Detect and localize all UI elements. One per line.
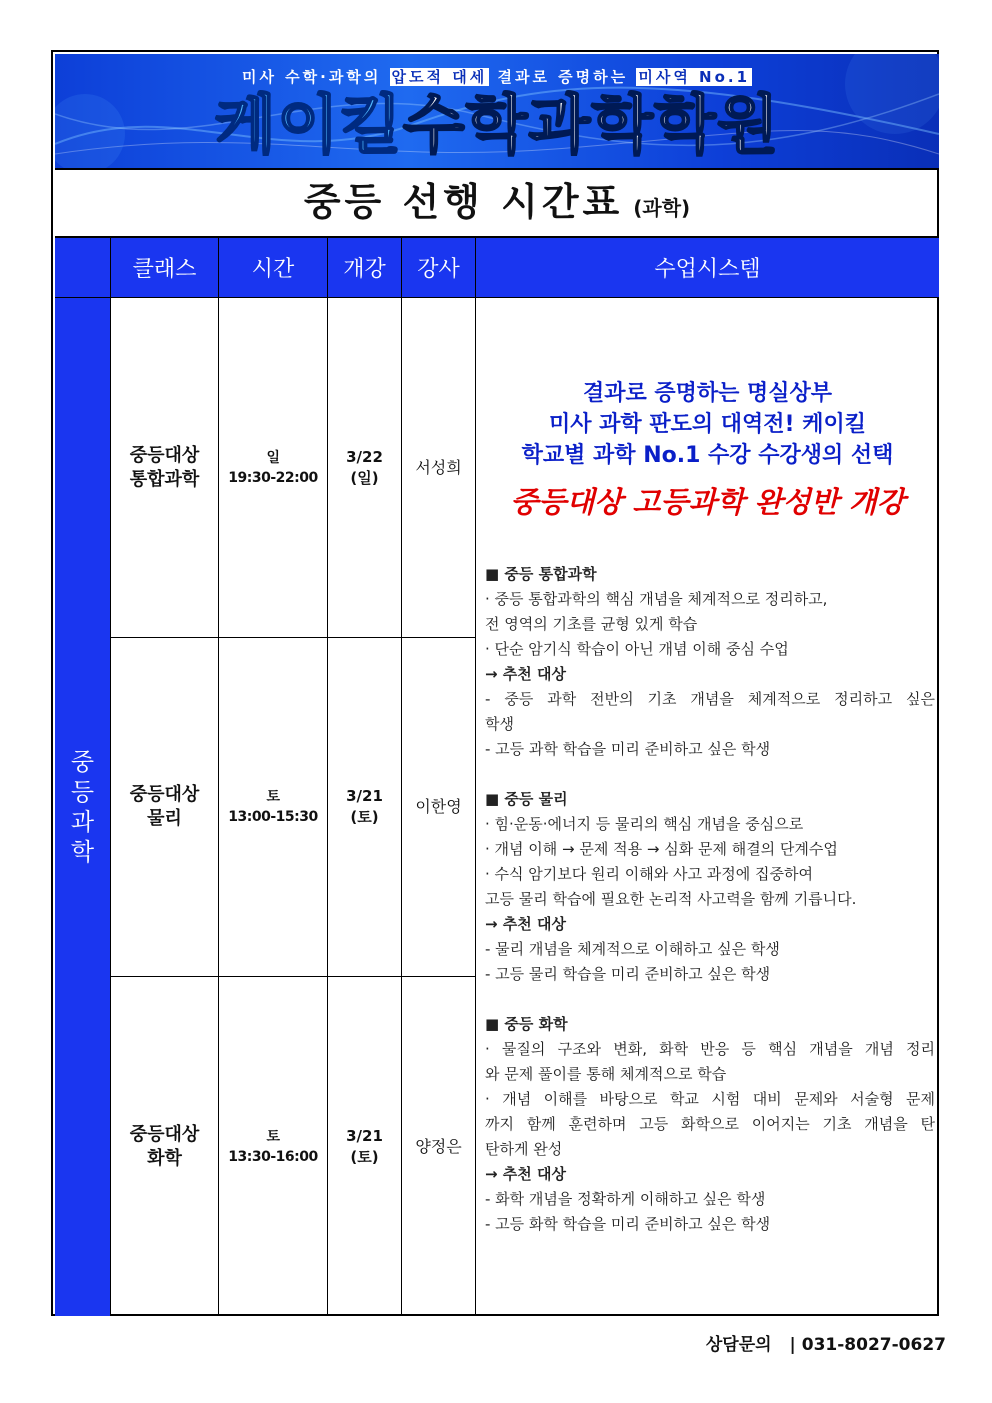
- contact-phone: 031-8027-0627: [801, 1335, 946, 1355]
- start-weekday: (토): [350, 808, 379, 826]
- recommend-line: 학생: [485, 715, 514, 733]
- brand-name-part2: 수학과학학원: [402, 89, 780, 163]
- table-row-teacher: 서성희: [402, 298, 476, 638]
- class-target: 중등대상: [129, 1123, 200, 1145]
- header-teacher: 강사: [402, 238, 476, 298]
- desc-line: 탄하게 완성: [485, 1140, 563, 1158]
- table-row-start: [328, 298, 402, 638]
- section-heading-physics: ■ 중등 물리: [485, 790, 568, 808]
- course-system-panel: [476, 298, 939, 1316]
- section-label: [55, 298, 111, 1316]
- slogan-line: 결과로 증명하는 명실상부: [582, 381, 833, 406]
- brand-name-part1: 케이킬: [214, 89, 403, 163]
- course-descriptions: [485, 562, 935, 1237]
- tagline-highlight-dominance: 압도적 대세: [391, 68, 488, 86]
- tagline-highlight-rank: 미사역 No.1: [638, 68, 751, 86]
- table-row-time: [219, 298, 328, 638]
- recommend-line: - 고등 물리 학습을 미리 준비하고 싶은 학생: [485, 965, 771, 983]
- class-hours: 13:30-16:00: [228, 1148, 318, 1165]
- spacer: [485, 762, 935, 787]
- class-subject: 화학: [147, 1147, 182, 1169]
- start-date: 3/21: [346, 787, 383, 805]
- header-class: 클래스: [111, 238, 219, 298]
- page-title-main: 중등 선행 시간표: [303, 180, 624, 224]
- class-subject: 물리: [147, 808, 182, 829]
- class-hours: 19:30-22:00: [228, 469, 318, 486]
- header-start: 개강: [328, 238, 402, 298]
- recommend-line: - 화학 개념을 정확하게 이해하고 싶은 학생: [485, 1190, 766, 1208]
- slogan-line: 미사 과학 판도의 대역전! 케이킬: [549, 412, 866, 437]
- table-row-class: [111, 977, 219, 1316]
- contact-label: 상담문의: [705, 1335, 772, 1355]
- header-system: 수업시스템: [476, 238, 939, 298]
- class-hours: 13:00-15:30: [228, 809, 318, 825]
- class-day: 토: [266, 789, 280, 805]
- page-title: [55, 168, 939, 238]
- recommend-line: - 물리 개념을 체계적으로 이해하고 싶은 학생: [485, 940, 780, 958]
- desc-line: · 물질의 구조와 변화, 화학 반응 등 핵심 개념을 개념 정리: [485, 1040, 935, 1058]
- recommend-heading: → 추천 대상: [485, 665, 566, 683]
- desc-line: 까지 함께 훈련하며 고등 화학으로 이어지는 기초 개념을 탄: [485, 1115, 935, 1133]
- class-subject: 통합과학: [129, 468, 200, 490]
- table-row-time: [219, 977, 328, 1316]
- class-day: 일: [266, 449, 280, 466]
- table-row-start: [328, 638, 402, 977]
- start-date: 3/21: [346, 1126, 383, 1145]
- contact-info: [700, 1330, 946, 1355]
- tagline-middle: 결과로 증명하는: [497, 68, 629, 86]
- table-row-class: [111, 298, 219, 638]
- recommend-line: - 중등 과학 전반의 기초 개념을 체계적으로 정리하고 싶은: [485, 690, 935, 708]
- table-row-teacher: 이한영: [402, 638, 476, 977]
- timetable-frame: [51, 50, 939, 1316]
- desc-line: · 수식 암기보다 원리 이해와 사고 과정에 집중하여: [485, 865, 813, 883]
- header-time: 시간: [219, 238, 328, 298]
- spacer: [485, 987, 935, 1012]
- slogan-line: 학교별 과학 No.1 수강 수강생의 선택: [521, 443, 894, 468]
- start-weekday: (토): [350, 1147, 379, 1166]
- promo-headline: 중등대상 고등과학 완성반 개강: [510, 485, 905, 519]
- header-blank-cell: [55, 238, 111, 298]
- class-target: 중등대상: [129, 784, 200, 805]
- section-heading-integrated: ■ 중등 통합과학: [485, 565, 597, 583]
- table-row-class: [111, 638, 219, 977]
- desc-line: 고등 물리 학습에 필요한 논리적 사고력을 함께 기릅니다.: [485, 890, 857, 908]
- desc-line: 와 문제 풀이를 통해 체계적으로 학습: [485, 1065, 727, 1083]
- promo-slogan: [476, 378, 939, 471]
- start-date: 3/22: [346, 447, 383, 466]
- page-title-subject: (과학): [633, 196, 691, 220]
- start-weekday: (일): [350, 468, 379, 487]
- desc-line: 전 영역의 기초를 균형 있게 학습: [485, 615, 698, 633]
- recommend-line: - 고등 과학 학습을 미리 준비하고 싶은 학생: [485, 740, 771, 758]
- class-target: 중등대상: [129, 444, 200, 466]
- tagline-prefix: 미사 수학·과학의: [241, 68, 382, 86]
- recommend-line: - 고등 화학 학습을 미리 준비하고 싶은 학생: [485, 1215, 771, 1233]
- class-day: 토: [266, 1128, 280, 1145]
- desc-line: · 개념 이해를 바탕으로 학교 시험 대비 문제와 서술형 문제: [485, 1090, 935, 1108]
- academy-banner: [55, 54, 939, 168]
- desc-line: · 개념 이해 → 문제 적용 → 심화 문제 해결의 단계수업: [485, 840, 838, 858]
- recommend-heading: → 추천 대상: [485, 915, 566, 933]
- desc-line: · 단순 암기식 학습이 아닌 개념 이해 중심 수업: [485, 640, 789, 658]
- academy-logo: [55, 86, 939, 166]
- desc-line: · 힘·운동·에너지 등 물리의 핵심 개념을 중심으로: [485, 815, 804, 833]
- table-row-teacher: 양정은: [402, 977, 476, 1316]
- banner-tagline: [55, 66, 939, 87]
- table-row-time: [219, 638, 328, 977]
- section-label-text: 중등과학: [70, 748, 95, 866]
- table-row-start: [328, 977, 402, 1316]
- contact-separator: |: [789, 1335, 796, 1355]
- recommend-heading: → 추천 대상: [485, 1165, 566, 1183]
- section-heading-chemistry: ■ 중등 화학: [485, 1015, 568, 1033]
- desc-line: · 중등 통합과학의 핵심 개념을 체계적으로 정리하고,: [485, 590, 828, 608]
